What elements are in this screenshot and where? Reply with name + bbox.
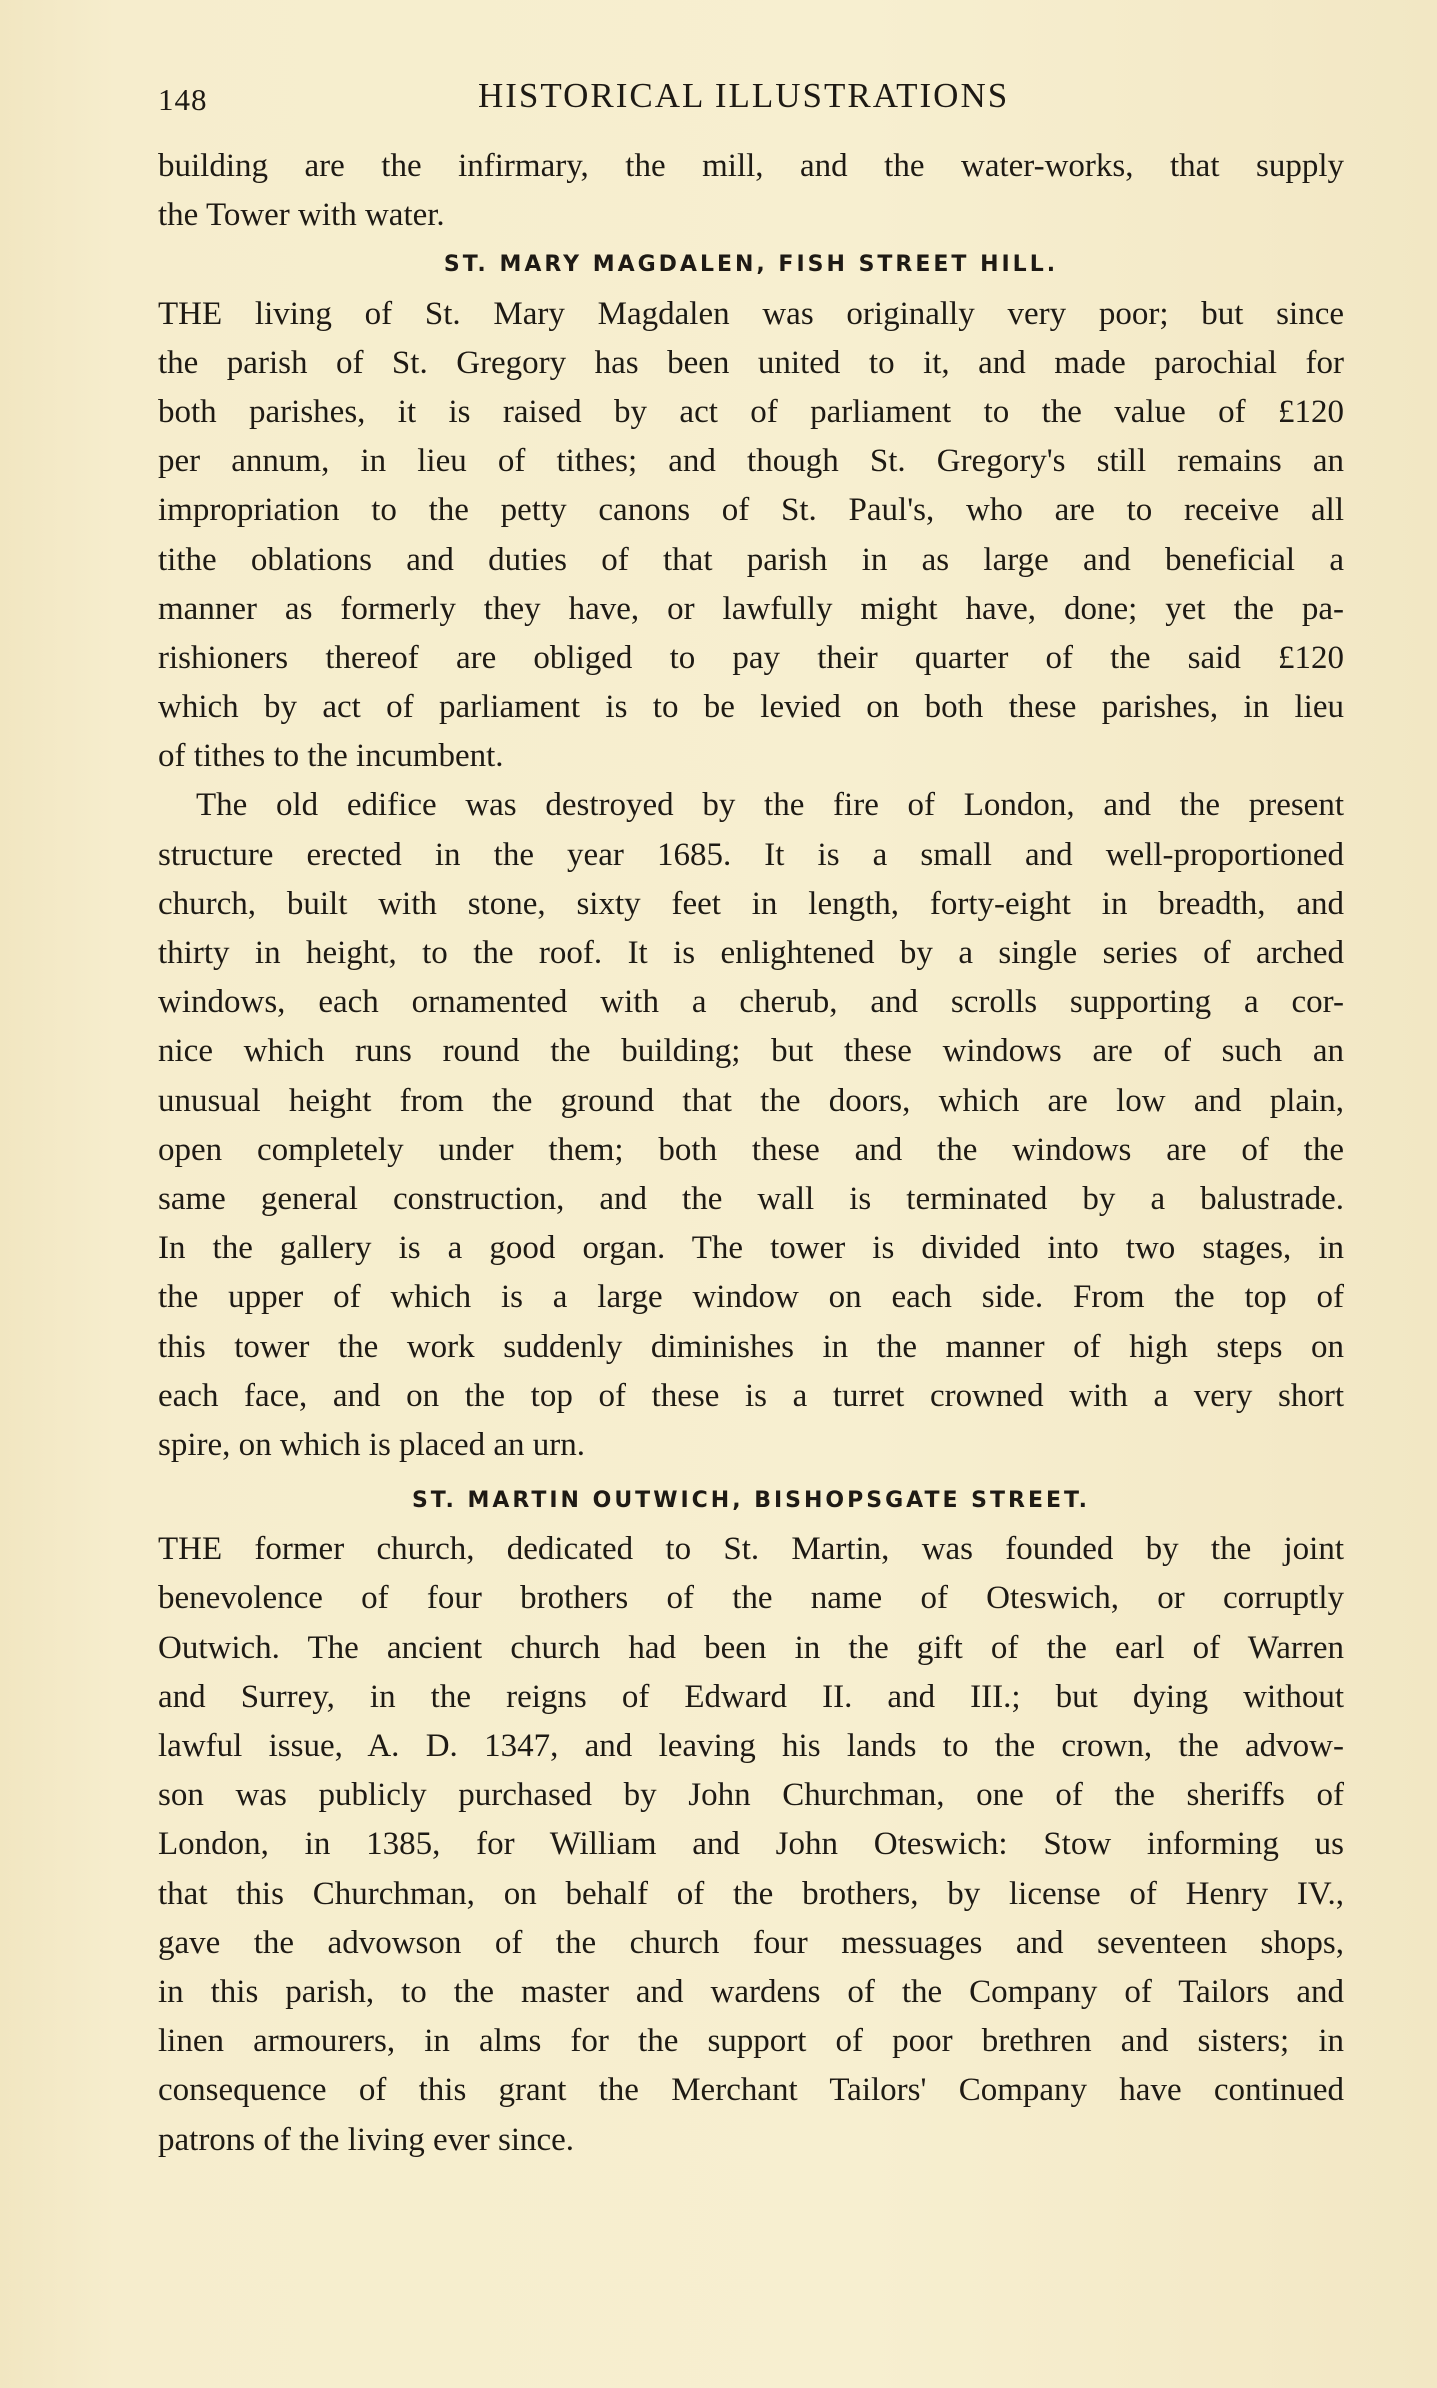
text-line: each face, and on the top of these is a turret crowned with a very short (158, 1377, 1344, 1414)
text-line: patrons of the living ever since. (158, 2121, 575, 2158)
section-st-mary-magdalen (158, 240, 1344, 1470)
text-line: THE living of St. Mary Magdalen was originally very poor; but since (158, 295, 1344, 332)
text-line: consequence of this grant the Merchant Tailors' Company have continued (158, 2072, 1344, 2109)
text-line: gave the advowson of the church four messuages and seventeen shops, (158, 1924, 1344, 1961)
text-line: lawful issue, A. D. 1347, and leaving his lands to the crown, the advow- (158, 1728, 1344, 1764)
text-line: in this parish, to the master and wardens of the Company of Tailors and (158, 1973, 1344, 2010)
body-text (158, 142, 1344, 2165)
text-line: that this Churchman, on behalf of the brothers, by license of Henry IV., (158, 1875, 1344, 1912)
text-line: the parish of St. Gregory has been united to it, and made parochial for (158, 344, 1344, 381)
text-line: manner as formerly they have, or lawfully might have, done; yet the pa- (158, 590, 1344, 627)
text-line: church, built with stone, sixty feet in length, forty-eight in breadth, and (158, 885, 1344, 922)
text-line: of tithes to the incumbent. (158, 738, 504, 775)
section-heading: ST. MARY MAGDALEN, FISH STREET HILL. (443, 252, 1059, 278)
text-line: the upper of which is a large window on each side. From the top of (158, 1279, 1344, 1316)
text-line: building are the infirmary, the mill, and the water-works, that supply (158, 148, 1344, 184)
text-line: linen armourers, in alms for the support of poor brethren and sisters; in (158, 2023, 1344, 2060)
paragraph (158, 781, 1344, 1470)
section-st-martin-outwich (158, 1476, 1344, 2165)
paragraph (158, 290, 1344, 782)
text-line: same general construction, and the wall is terminated by a balustrade. (158, 1180, 1344, 1217)
text-line: unusual height from the ground that the doors, which are low and plain, (158, 1082, 1344, 1119)
text-line: windows, each ornamented with a cherub, and scrolls supporting a cor- (158, 984, 1344, 1021)
section-heading: ST. MARTIN OUTWICH, BISHOPSGATE STREET. (411, 1488, 1091, 1514)
text-line: Outwich. The ancient church had been in the gift of the earl of Warren (158, 1629, 1344, 1666)
text-line: this tower the work suddenly diminishes in the manner of high steps on (158, 1328, 1344, 1365)
text-line: THE former church, dedicated to St. Martin, was founded by the joint (158, 1531, 1344, 1568)
paragraph (158, 1525, 1344, 2164)
text-line: and Surrey, in the reigns of Edward II. and III.; but dying without (158, 1678, 1344, 1715)
text-line: London, in 1385, for William and John Oteswich: Stow informing us (158, 1826, 1344, 1863)
text-line: spire, on which is placed an urn. (158, 1426, 586, 1463)
text-line: structure erected in the year 1685. It is a small and well-proportioned (158, 836, 1344, 873)
text-line: benevolence of four brothers of the name of Oteswich, or corruptly (158, 1580, 1344, 1617)
text-line: tithe oblations and duties of that parish in as large and beneficial a (158, 541, 1344, 578)
text-line: impropriation to the petty canons of St. Paul's, who are to receive all (158, 492, 1344, 529)
text-line: thirty in height, to the roof. It is enlightened by a single series of arched (158, 935, 1344, 971)
page-number: 148 (158, 82, 208, 117)
text-line: both parishes, it is raised by act of parliament to the value of £120 (158, 393, 1344, 430)
text-line: open completely under them; both these and the windows are of the (158, 1131, 1344, 1168)
intro-paragraph (158, 142, 1344, 240)
text-line: nice which runs round the building; but these windows are of such an (158, 1033, 1344, 1070)
text-line: per annum, in lieu of tithes; and though St. Gregory's still remains an (158, 443, 1344, 480)
text-line: In the gallery is a good organ. The tower is divided into two stages, in (158, 1230, 1344, 1267)
text-line: The old edifice was destroyed by the fire of London, and the present (196, 787, 1344, 824)
text-line: son was publicly purchased by John Churchman, one of the sheriffs of (158, 1777, 1344, 1814)
text-line: rishioners thereof are obliged to pay their quarter of the said £120 (158, 639, 1344, 676)
running-header (158, 72, 1338, 122)
text-line: which by act of parliament is to be levied on both these parishes, in lieu (158, 689, 1344, 726)
text-line: the Tower with water. (158, 197, 445, 234)
running-title: HISTORICAL ILLUSTRATIONS (478, 76, 1010, 115)
